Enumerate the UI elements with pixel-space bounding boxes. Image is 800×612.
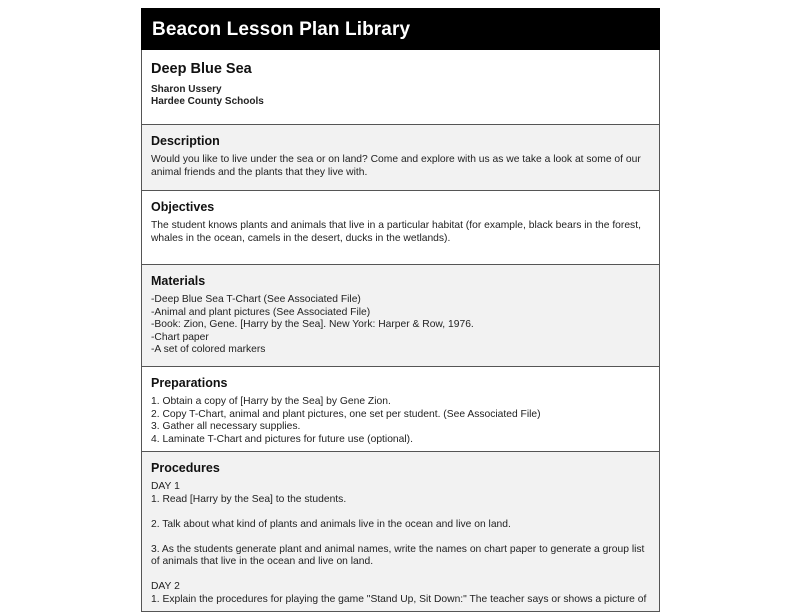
preparation-step: 3. Gather all necessary supplies. [151, 421, 301, 432]
preparations-heading: Preparations [151, 376, 228, 390]
author-name: Sharon Ussery [151, 84, 222, 95]
day-1-label: DAY 1 [151, 481, 180, 492]
objectives-section [141, 191, 660, 265]
procedure-step: 1. Explain the procedures for playing the game "Stand Up, Sit Down:" The teacher says or shows a picture of [151, 593, 647, 605]
preparation-step: 1. Obtain a copy of [Harry by the Sea] by Gene Zion. [151, 396, 391, 407]
lesson-title: Deep Blue Sea [151, 61, 252, 77]
description-text: Would you like to live under the sea or on land? Come and explore with us as we take a look at some of our animal friends and the plants that they live with. [151, 154, 641, 178]
materials-item: -A set of colored markers [151, 344, 266, 355]
preparation-step: 4. Laminate T-Chart and pictures for future use (optional). [151, 433, 413, 445]
site-title: Beacon Lesson Plan Library [152, 19, 411, 40]
procedures-section [141, 452, 660, 612]
procedure-step: 3. As the students generate plant and animal names, write the names on chart paper to generate a group list of animals that live in the ocean and live on land. [151, 543, 645, 567]
procedures-heading: Procedures [151, 461, 220, 475]
procedure-step: 1. Read [Harry by the Sea] to the students. [151, 493, 347, 505]
preparation-step: 2. Copy T-Chart, animal and plant pictures, one set per student. (See Associated File) [151, 408, 541, 420]
materials-section [141, 265, 660, 367]
materials-item: -Chart paper [151, 331, 209, 343]
day-2-label: DAY 2 [151, 581, 180, 592]
objectives-heading: Objectives [151, 200, 215, 214]
materials-item: -Deep Blue Sea T-Chart (See Associated File) [151, 294, 361, 305]
description-heading: Description [151, 134, 220, 148]
materials-heading: Materials [151, 274, 206, 288]
school-name: Hardee County Schools [151, 96, 264, 107]
site-banner [141, 8, 660, 50]
lesson-header [141, 50, 660, 125]
materials-item: -Animal and plant pictures (See Associated File) [151, 306, 371, 318]
materials-item: -Book: Zion, Gene. [Harry by the Sea]. New York: Harper & Row, 1976. [151, 319, 474, 330]
lesson-plan-page [141, 8, 660, 612]
procedure-step: 2. Talk about what kind of plants and animals live in the ocean and live on land. [151, 518, 511, 530]
objectives-text: The student knows plants and animals that live in a particular habitat (for example, black bears in the forest, whales in the ocean, camels in the desert, ducks in the wetlands). [151, 220, 641, 244]
preparations-section [141, 367, 660, 452]
description-section [141, 125, 660, 191]
